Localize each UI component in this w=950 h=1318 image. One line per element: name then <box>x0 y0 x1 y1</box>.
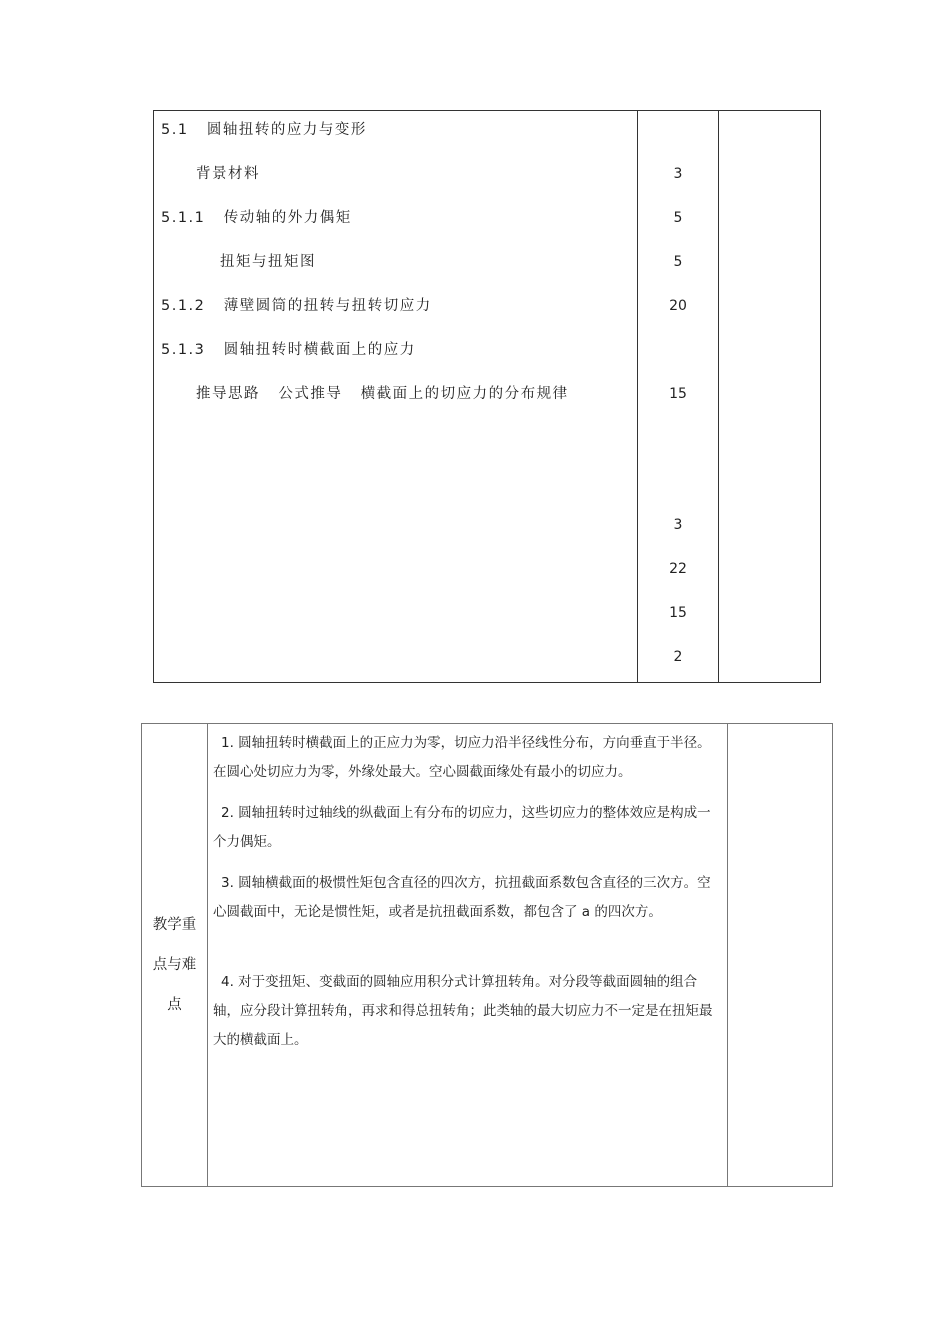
subsection-title: 5.1.1 传动轴的外力偶矩 <box>161 210 352 226</box>
key-point-item: 1. 圆轴扭转时横截面上的正应力为零，切应力沿半径线性分布，方向垂直于半径。在圆心处切应力为零，外缘处最大。空心圆截面缘处有最小的切应力。 <box>213 735 711 780</box>
schedule-table <box>153 110 821 683</box>
column-divider <box>727 724 728 1186</box>
duration-value: 5 <box>673 210 683 226</box>
duration-value: 20 <box>669 298 687 314</box>
row-label <box>142 905 207 1025</box>
label-line: 教学重 <box>152 917 197 933</box>
label-line: 点与难 <box>152 957 197 973</box>
key-points-table <box>141 723 833 1187</box>
column-divider <box>718 111 719 682</box>
key-point-item: 2. 圆轴扭转时过轴线的纵截面上有分布的切应力，这些切应力的整体效应是构成一个力偶矩。 <box>213 805 711 850</box>
topic-line: 背景材料 <box>196 166 260 182</box>
subsection-title: 5.1.3 圆轴扭转时横截面上的应力 <box>161 342 416 358</box>
topic-line: 扭矩与扭矩图 <box>220 254 316 270</box>
section-title: 5.1 圆轴扭转的应力与变形 <box>161 122 367 138</box>
duration-value: 2 <box>673 649 683 665</box>
key-point-item: 4. 对于变扭矩、变截面的圆轴应用积分式计算扭转角。对分段等截面圆轴的组合轴，应分段计算扭转角，再求和得总扭转角；此类轴的最大切应力不一定是在扭矩最大的横截面上。 <box>213 974 713 1048</box>
duration-value: 3 <box>673 517 683 533</box>
key-point-item: 3. 圆轴横截面的极惯性矩包含直径的四次方，抗扭截面系数包含直径的三次方。空心圆截面中，无论是惯性矩，或者是抗扭截面系数，都包含了 a 的四次方。 <box>213 875 711 920</box>
duration-value: 3 <box>673 166 683 182</box>
subsection-title: 5.1.2 薄壁圆筒的扭转与扭转切应力 <box>161 298 432 314</box>
duration-value: 22 <box>669 561 687 577</box>
topic-line: 推导思路 公式推导 横截面上的切应力的分布规律 <box>196 386 569 402</box>
duration-value: 15 <box>669 386 687 402</box>
column-divider <box>207 724 208 1186</box>
duration-value: 5 <box>673 254 683 270</box>
duration-value: 15 <box>669 605 687 621</box>
label-line: 点 <box>167 997 182 1013</box>
